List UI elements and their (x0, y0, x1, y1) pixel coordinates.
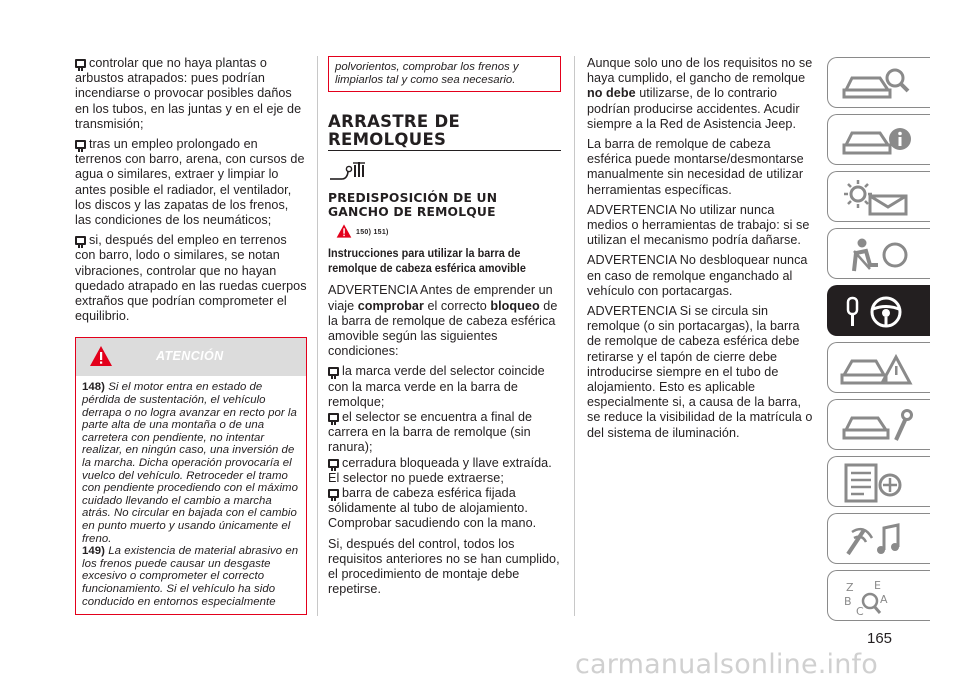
warning-triangle-icon (336, 223, 352, 239)
tab-index[interactable] (827, 570, 930, 621)
paragraph: ADVERTENCIA No utilizar nunca medios o herramientas de trabajo: si se utilizan el mecanismo podría dañarse. (587, 202, 810, 248)
intro-paragraph: ADVERTENCIA Antes de emprender un viaje comprobar el correcto bloqueo de la barra de remolque de cabeza esférica amovible según las siguientes condiciones: (328, 283, 558, 359)
tab-maintenance[interactable] (827, 399, 930, 450)
closing-paragraph: Si, después del control, todos los requisitos anteriores no se han cumplido, el procedimiento de montaje debe repetirse. (328, 536, 560, 597)
key-steering-icon (840, 292, 920, 332)
tab-technical-data[interactable] (827, 456, 930, 507)
bullet-icon (75, 236, 86, 245)
attention-title: ATENCIÓN (156, 349, 224, 364)
svg-text:A: A (880, 593, 888, 606)
svg-text:Z: Z (846, 581, 854, 594)
alphabet-search-icon (840, 577, 920, 617)
column-3 (587, 56, 817, 446)
light-mail-icon (840, 178, 920, 218)
instructions-body (328, 283, 561, 597)
attention-header (76, 338, 306, 376)
column-1 (75, 56, 307, 615)
warning-item: 149) La existencia de material abrasivo en los frenos puede causar un desgaste excesivo o comprometer el correcto funcionamiento. Si el vehículo ha sido conducido en entornos especialmente (82, 545, 299, 608)
car-wrench-icon (840, 406, 920, 446)
towbar-connector-icon (328, 159, 368, 183)
chapter-tabs (827, 57, 930, 627)
bullet-icon (328, 413, 339, 422)
list-item: controlar que no haya plantas o arbustos atrapados: pues podrían incendiarse o provocar posibles daños en los tubos, en las juntas y en el eje de transmisión; (75, 56, 302, 131)
section-heading: ARRASTRE DE REMOLQUES (328, 113, 561, 151)
tab-emergency[interactable] (827, 342, 930, 393)
seatbelt-airbag-icon (840, 235, 920, 275)
bullet-icon (75, 140, 86, 149)
column-divider (574, 56, 575, 616)
reference-numbers: 150) 151) (356, 229, 389, 237)
list-item: el selector se encuentra a final de carrera en la barra de remolque (sin ranura); (328, 410, 533, 455)
tab-multimedia[interactable] (827, 513, 930, 564)
subsection-heading: PREDISPOSICIÓN DE UN GANCHO DE REMOLQUE (328, 191, 498, 219)
bullet-icon (75, 59, 86, 68)
text-line: El selector no puede extraerse; (328, 470, 504, 485)
paragraph: La barra de remolque de cabeza esférica puede montarse/desmontarse manualmente sin necesidad de utilizar herramientas específicas. (587, 137, 804, 197)
car-info-icon (840, 121, 920, 161)
bullet-icon (328, 367, 339, 376)
column-2 (328, 56, 561, 602)
music-media-icon (840, 520, 920, 560)
list-item: si, después del empleo en terrenos con barro, lodo o similares, se notan vibraciones, controlar que no hayan quedado atrapado en las ruedas cuerpos extraños que podrían comprometer el equilibrio. (75, 233, 307, 324)
tab-car-search[interactable] (827, 57, 930, 108)
car-search-icon (840, 64, 920, 104)
svg-text:E: E (874, 579, 881, 592)
car-crash-icon (840, 349, 920, 389)
attention-body (76, 376, 306, 614)
warning-item: 148) Si el motor entra en estado de pérdida de sustentación, el vehículo derrapa o no logra avanzar en recto por la parte alta de una montaña o de una carretera con pendiente, no intentar realizar, en ningún caso, una inversión de la marcha. Dicha operación provocaría el vuelco del vehículo. Retroceder el tramo con pendiente procediendo con el máximo cuidado llevando el cambio a marcha atrás. No circular en bajada con el cambio en punto muerto y usando únicamente el freno. (82, 381, 298, 545)
paragraph: Aunque solo uno de los requisitos no se haya cumplido, el gancho de remolque no debe utilizarse, de lo contrario podrían producirse accidentes. Acudir siempre a la Red de Asistencia Jeep. (587, 56, 813, 131)
tab-car-info[interactable] (827, 114, 930, 165)
column-divider (317, 56, 318, 616)
instructions-heading: Instrucciones para utilizar la barra de remolque de cabeza esférica amovible (328, 246, 526, 276)
paragraph: ADVERTENCIA No desbloquear nunca en caso de remolque enganchado al vehículo con portacargas. (587, 253, 808, 298)
list-item: la marca verde del selector coincide con la marca verde en la barra de remolque; (328, 364, 545, 409)
data-list-icon (840, 463, 920, 503)
attention-box (75, 337, 307, 615)
tab-lights-messages[interactable] (827, 171, 930, 222)
warning-triangle-icon (89, 345, 113, 367)
watermark: carmanualsonline.info (575, 649, 878, 680)
svg-text:C: C (856, 605, 864, 617)
bullet-icon (328, 489, 339, 498)
list-item: cerradura bloqueada y llave extraída. (328, 456, 561, 471)
tab-starting-driving[interactable] (827, 285, 930, 336)
list-item: barra de cabeza esférica fijada sólidamente al tubo de alojamiento. Comprobar sacudiendo con la mano. (328, 486, 537, 531)
page-number: 165 (867, 630, 893, 647)
bullet-icon (328, 459, 339, 468)
tab-safety[interactable] (827, 228, 930, 279)
warning-refs (328, 221, 561, 243)
continued-warning-box: polvorientos, comprobar los frenos y limpiarlos tal y como sea necesario. (328, 56, 561, 92)
paragraph: ADVERTENCIA Si se circula sin remolque (o sin portacargas), la barra de remolque de cabeza esférica debe retirarse y el tapón de cierre debe introducirse siempre en el tubo de alojamiento. Esto es aplicable especialmente si, a causa de la barra, se reduce la visibilidad de la matrícula o del sistema de iluminación. (587, 304, 813, 440)
list-item: tras un empleo prolongado en terrenos con barro, arena, con cursos de agua o similares, extraer y limpiar lo antes posible el radiador, el ventilador, los discos y las zapatas de los frenos, las condiciones de los neumáticos; (75, 137, 305, 228)
svg-text:B: B (844, 595, 852, 608)
